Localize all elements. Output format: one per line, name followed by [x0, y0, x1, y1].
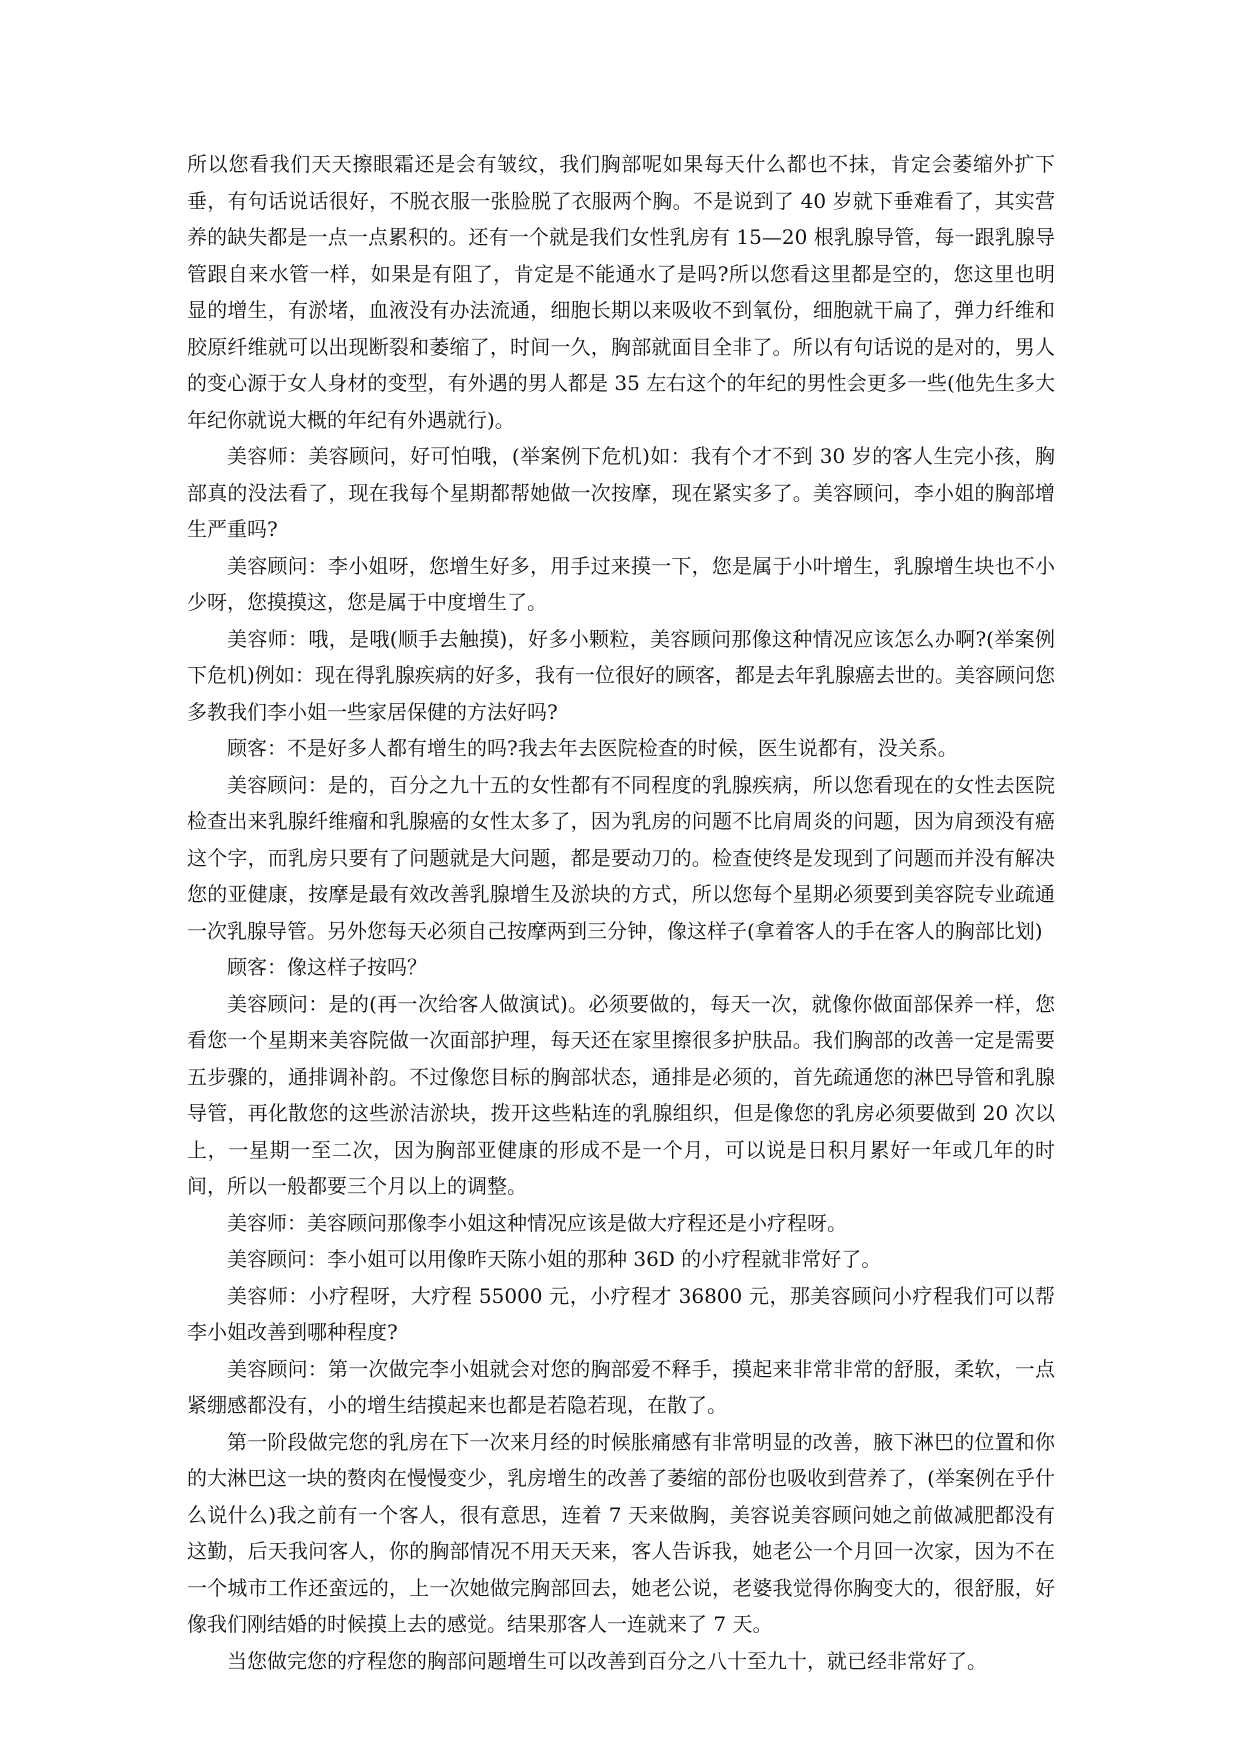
- paragraph-5: 顾客：不是好多人都有增生的吗?我去年去医院检查的时候，医生说都有，没关系。: [227, 736, 958, 760]
- paragraph-14: 当您做完您的疗程您的胸部问题增生可以改善到百分之八十至九十，就已经非常好了。: [227, 1648, 987, 1673]
- paragraph-4: 美容师：哦，是哦(顺手去触摸)，好多小颗粒，美容顾问那像这种情况应该怎么办啊?(举案例下危机)例如：现在得乳腺疾病的好多，我有一位很好的顾客，都是去年乳腺癌去世的。美容顾问您多教我们李小姐一些家居保健的方法好吗?: [187, 626, 1055, 724]
- document-body: [187, 146, 1055, 1679]
- paragraph-6: 美容顾问：是的，百分之九十五的女性都有不同程度的乳腺疾病，所以您看现在的女性去医院检查出来乳腺纤维瘤和乳腺癌的女性太多了，因为乳房的问题不比肩周炎的问题，因为肩颈没有癌这个字，而乳房只要有了问题就是大问题，都是要动刀的。检查使终是发现到了问题而并没有解决您的亚健康，按摩是最有效改善乳腺增生及淤块的方式，所以您每个星期必须要到美容院专业疏通一次乳腺导管。另外您每天必须自己按摩两到三分钟，像这样子(拿着客人的手在客人的胸部比划): [187, 772, 1055, 943]
- paragraph-8: 美容顾问：是的(再一次给客人做演试)。必须要做的，每天一次，就像你做面部保养一样，您看您一个星期来美容院做一次面部护理，每天还在家里擦很多护肤品。我们胸部的改善一定是需要五步骤的，通排调补韵。不过像您目标的胸部状态，通排是必须的，首先疏通您的淋巴导管和乳腺导管，再化散您的这些淤洁淤块，拨开这些粘连的乳腺组织，但是像您的乳房必须要做到 20 次以上，一星期一至二次，因为胸部亚健康的形成不是一个月，可以说是日积月累好一年或几年的时间，所以一般都要三个月以上的调整。: [187, 991, 1055, 1198]
- paragraph-2: 美容师：美容顾问，好可怕哦，(举案例下危机)如：我有个才不到 30 岁的客人生完小孩，胸部真的没法看了，现在我每个星期都帮她做一次按摩，现在紧实多了。美容顾问，李小姐的胸部增生严重吗?: [187, 444, 1055, 541]
- paragraph-7: 顾客：像这样子按吗？: [227, 955, 427, 979]
- paragraph-9: 美容师：美容顾问那像李小姐这种情况应该是做大疗程还是小疗程呀。: [227, 1210, 847, 1235]
- paragraph-3: 美容顾问：李小姐呀，您增生好多，用手过来摸一下，您是属于小叶增生，乳腺增生块也不小少呀，您摸摸这，您是属于中度增生了。: [187, 553, 1055, 614]
- paragraph-13: 第一阶段做完您的乳房在下一次来月经的时候胀痛感有非常明显的改善，腋下淋巴的位置和你的大淋巴这一块的赘肉在慢慢变少，乳房增生的改善了萎缩的部份也吸收到营养了，(举案例在乎什么说什么)我之前有一个客人，很有意思，连着 7 天来做胸，美容说美容顾问她之前做减肥都没有这勤，后天我问客人，你的胸部情况不用天天来，客人告诉我，她老公一个月回一次家，因为不在一个城市工作还蛮远的，上一次她做完胸部回去，她老公说，老婆我觉得你胸变大的，很舒服，好像我们刚结婚的时候摸上去的感觉。结果那客人一连就来了 7 天。: [187, 1429, 1055, 1636]
- paragraph-10: 美容顾问：李小姐可以用像昨天陈小姐的那种 36D 的小疗程就非常好了。: [227, 1247, 882, 1271]
- paragraph-1: 所以您看我们天天擦眼霜还是会有皱纹，我们胸部呢如果每天什么都也不抹，肯定会萎缩外扩下垂，有句话说话很好，不脱衣服一张脸脱了衣服两个胸。不是说到了 40 岁就下垂难看了，其实营养的缺失都是一点一点累积的。还有一个就是我们女性乳房有 15—20 根乳腺导管，每一跟乳腺导管跟自来水管一样，如果是有阻了，肯定是不能通水了是吗?所以您看这里都是空的，您这里也明显的增生，有淤堵，血液没有办法流通，细胞长期以来吸收不到氧份，细胞就干扁了，弹力纤维和胶原纤维就可以出现断裂和萎缩了，时间一久，胸部就面目全非了。所以有句话说的是对的，男人的变心源于女人身材的变型，有外遇的男人都是 35 左右这个的年纪的男性会更多一些(他先生多大年纪你就说大概的年纪有外遇就行)。: [187, 152, 1055, 432]
- paragraph-12: 美容顾问：第一次做完李小姐就会对您的胸部爱不释手，摸起来非常非常的舒服，柔软，一点紧绷感都没有，小的增生结摸起来也都是若隐若现，在散了。: [187, 1356, 1055, 1417]
- paragraph-11: 美容师：小疗程呀，大疗程 55000 元，小疗程才 36800 元，那美容顾问小疗程我们可以帮李小姐改善到哪种程度?: [187, 1283, 1055, 1344]
